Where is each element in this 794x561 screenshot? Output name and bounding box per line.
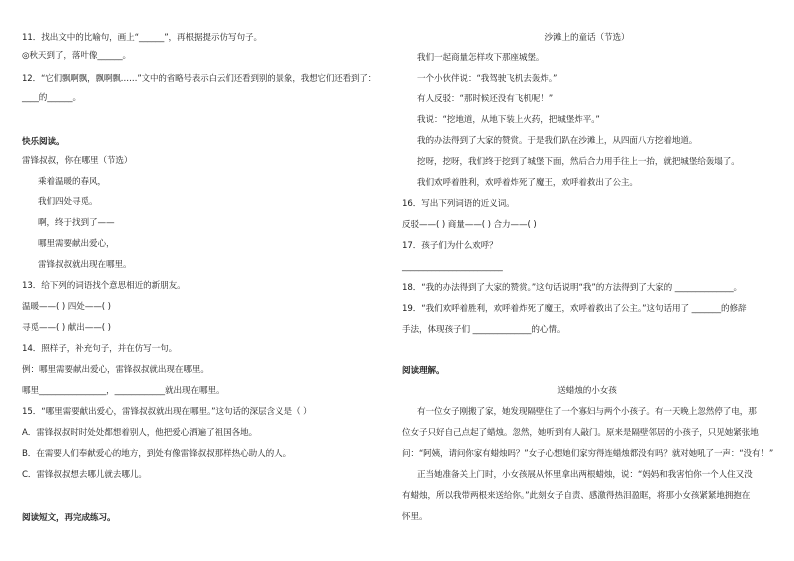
passage-line: 我的办法得到了大家的赞赏。于是我们趴在沙滩上，从四面八方挖着地道。 [417,136,698,146]
poem-line: 啊，终于找到了—— [38,218,115,228]
story-line: 正当她准备关上门时，小女孩展从怀里拿出两根蜡烛，说：“妈妈和我害怕你一个人住又没 [417,470,753,480]
passage-line: 挖呀，挖呀，我们终于挖到了城堡下面，然后合力用手往上一抬，就把城堡给轰塌了。 [417,157,740,167]
q19-text-cont: 手法，体现孩子们 ______________的心情。 [402,325,566,335]
poem-line: 乘着温暖的春风， [38,177,106,187]
q15-option-c: C．雷锋叔叔想去哪儿就去哪儿。 [22,470,147,480]
q13-row: 寻觅——( ) 献出——( ) [22,323,111,333]
q14-example: 例：哪里需要献出爱心，雷锋叔叔就出现在哪里。 [22,365,209,375]
section-heading-read-passage: 阅读短文，再完成练习。 [22,513,116,523]
passage-line: 我说：“挖地道，从地下装上火药，把城堡炸平。” [417,115,600,125]
poem-line: 哪里需要献出爱心， [38,239,115,249]
q11-prompt: ◎秋天到了，落叶像______。 [22,51,132,61]
story-title: 送蜡烛的小女孩 [557,386,617,396]
story-line: 有一位女子刚搬了家，她发现隔壁住了一个寡妇与两个小孩子。有一天晚上忽然停了电，那 [417,407,757,417]
passage-line: 我们欢呼着胜利，欢呼着炸死了魔王，欢呼着救出了公主。 [417,178,638,188]
story-line: 问：“阿姨，请问你家有蜡烛吗？”女子心想她们家穷得连蜡烛都没有吗？就对她吼了一声：“没有！” [402,449,774,459]
section-heading-reading-comprehension: 阅读理解。 [402,366,445,376]
story-line: 位女子只好自己点起了蜡烛。忽然，她听到有人敲门。原来是隔壁邻居的小孩子，只见她紧张地 [402,428,759,438]
story-line: 怀里。 [402,512,428,522]
q15-option-a: A．雷锋叔叔时时处处都想着别人，他把爱心洒遍了祖国各地。 [22,428,258,438]
q13-row: 温暖——( ) 四处——( ) [22,302,111,312]
q12-text: 12．“它们飘啊飘，飘啊飘……”文中的省略号表示白云们还看到别的景象，我想它们还看到了： [22,74,377,84]
poem-line: 我们四处寻觅。 [38,197,98,207]
q17-answer-line: ________________________ [402,262,503,272]
poem-title: 雷锋叔叔，你在哪里（节选） [22,156,133,166]
q16-row: 反驳——( ) 商量——( ) 合力——( ) [402,220,537,230]
q14-text: 14．照样子，补充句子，并在仿写一句。 [22,344,178,354]
passage-title: 沙滩上的童话（节选） [544,33,630,43]
q15-option-b: B．在需要人们奉献爱心的地方，到处有像雷锋叔叔那样热心助人的人。 [22,449,292,459]
passage-line: 一个小伙伴说：“我驾驶飞机去轰炸。” [417,74,558,84]
passage-line: 有人反驳：“那时候还没有飞机呢！” [417,94,554,104]
poem-line: 雷锋叔叔就出现在哪里。 [38,260,132,270]
story-line: 有蜡烛，所以我带两根来送给你。”此刻女子自责、感激得热泪盈眶，将那小女孩紧紧地拥抱在 [402,491,751,501]
q12-blank: ____的______。 [22,93,81,103]
q15-text: 15．“哪里需要献出爱心，雷锋叔叔就出现在哪里。”这句话的深层含义是（ ） [22,407,312,417]
q14-blank: 哪里________________，____________就出现在哪里。 [22,386,225,396]
q16-text: 16．写出下列词语的近义词。 [402,199,515,209]
passage-line: 我们一起商量怎样攻下那座城堡。 [417,53,545,63]
q19-text: 19．“我们欢呼着胜利，欢呼着炸死了魔王，欢呼着救出了公主。”这句话用了 _______的修辞 [402,304,747,314]
q18-text: 18．“我的办法得到了大家的赞赏。”这句话说明“我”的方法得到了大家的 ______________。 [402,283,743,293]
left-column [0,0,380,561]
q17-text: 17．孩子们为什么欢呼？ [402,241,498,251]
right-column [397,0,777,561]
section-heading-happy-reading: 快乐阅读。 [22,137,65,147]
q11-text: 11．找出文中的比喻句，画上“______”，再根据提示仿写句子。 [22,33,262,43]
q13-text: 13．给下列的词语找个意思相近的新朋友。 [22,281,186,291]
